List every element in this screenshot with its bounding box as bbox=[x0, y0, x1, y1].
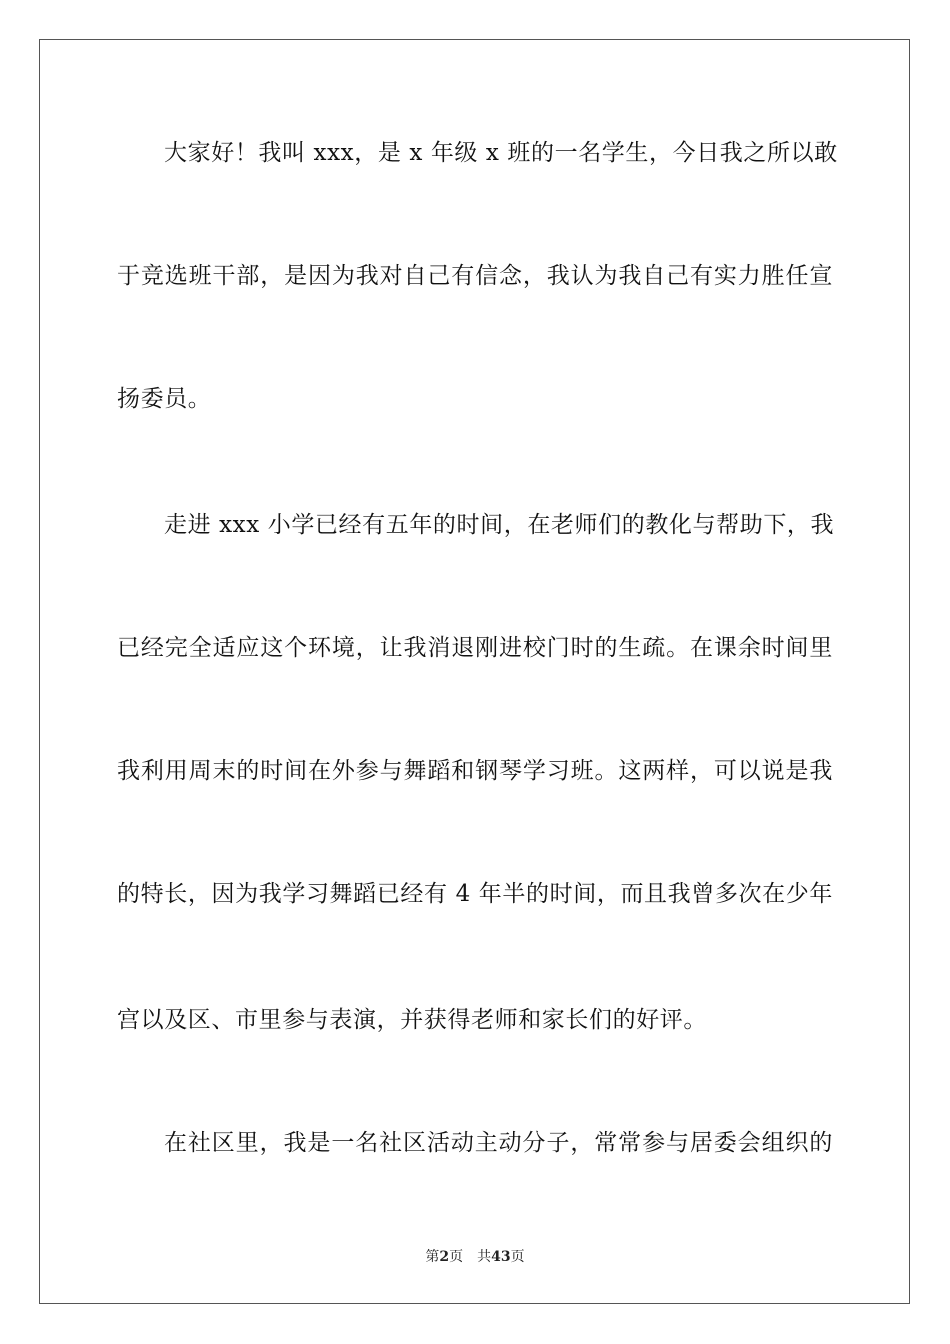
page-suffix: 页 bbox=[449, 1249, 464, 1265]
text-line-6: 我利用周末的时间在外参与舞蹈和钢琴学习班。这两样，可以说是我 bbox=[117, 758, 833, 784]
text-line-5: 已经完全适应这个环境，让我消退刚进校门时的生疏。在课余时间里 bbox=[117, 635, 833, 661]
total-suffix: 页 bbox=[510, 1249, 525, 1265]
page-border bbox=[39, 39, 910, 1304]
page-footer bbox=[0, 1248, 950, 1266]
text-line-8: 宫以及区、市里参与表演，并获得老师和家长们的好评。 bbox=[117, 1007, 707, 1033]
text-line-7: 的特长，因为我学习舞蹈已经有 4 年半的时间，而且我曾多次在少年 bbox=[117, 881, 833, 907]
total-prefix: 共 bbox=[477, 1249, 492, 1265]
text-line-9: 在社区里，我是一名社区活动主动分子，常常参与居委会组织的 bbox=[164, 1130, 833, 1156]
total-pages: 43 bbox=[491, 1249, 511, 1265]
page-prefix: 第 bbox=[425, 1249, 440, 1265]
text-line-4: 走进 xxx 小学已经有五年的时间，在老师们的教化与帮助下，我 bbox=[164, 512, 835, 538]
page-number: 2 bbox=[439, 1249, 450, 1265]
text-line-3: 扬委员。 bbox=[117, 386, 212, 412]
text-line-2: 于竞选班干部，是因为我对自己有信念，我认为我自己有实力胜任宣 bbox=[117, 263, 833, 289]
text-line-1: 大家好！我叫 xxx，是 x 年级 x 班的一名学生，今日我之所以敢 bbox=[164, 140, 838, 166]
